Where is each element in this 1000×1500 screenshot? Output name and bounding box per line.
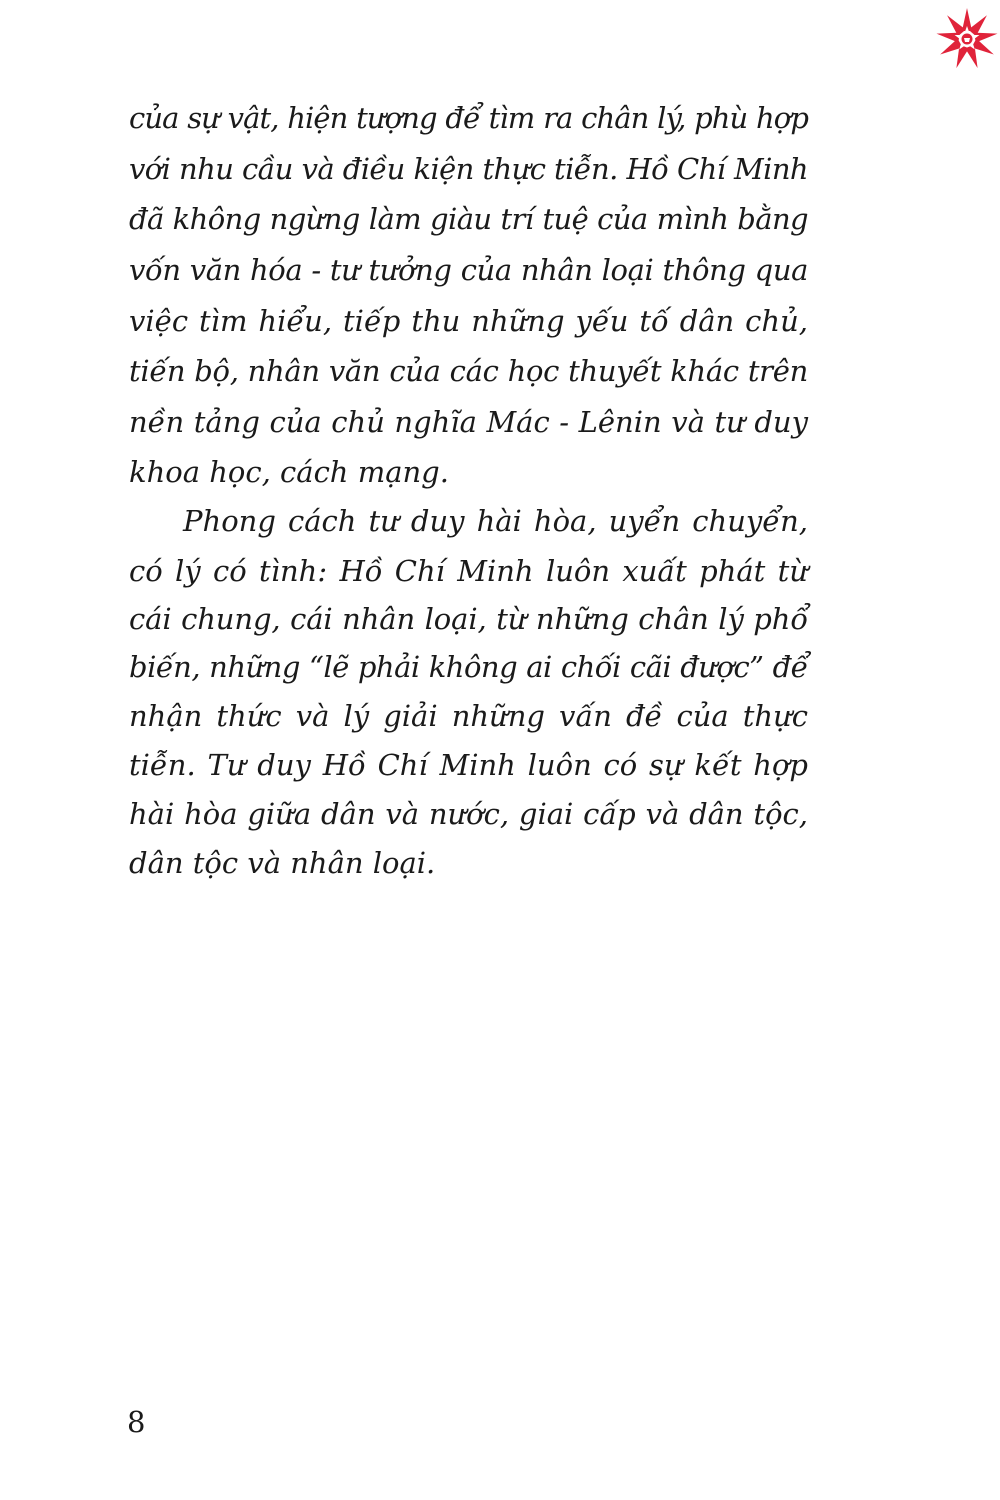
text-line: của sự vật, hiện tượng để tìm ra chân lý, phù hợp bbox=[129, 101, 808, 135]
text-line: nhận thức và lý giải những vấn đề của thực bbox=[129, 699, 808, 733]
text-line: vốn văn hóa - tư tưởng của nhân loại thông qua bbox=[129, 253, 808, 287]
text-line: tiễn. Tư duy Hồ Chí Minh luôn có sự kết hợp bbox=[129, 748, 808, 782]
text-line: Phong cách tư duy hài hòa, uyển chuyển, bbox=[183, 504, 808, 538]
text-line: tiến bộ, nhân văn của các học thuyết khác trên bbox=[129, 354, 808, 388]
page-number: 8 bbox=[127, 1405, 146, 1439]
text-line: biến, những “lẽ phải không ai chối cãi được” để bbox=[129, 650, 808, 684]
text-line: đã không ngừng làm giàu trí tuệ của mình bằng bbox=[129, 202, 808, 236]
text-line: hài hòa giữa dân và nước, giai cấp và dân tộc, bbox=[129, 797, 808, 831]
text-line: khoa học, cách mạng. bbox=[129, 455, 449, 489]
text-line: với nhu cầu và điều kiện thực tiễn. Hồ Chí Minh bbox=[129, 152, 808, 186]
text-line: nền tảng của chủ nghĩa Mác - Lênin và tư duy bbox=[129, 405, 808, 439]
text-line: việc tìm hiểu, tiếp thu những yếu tố dân chủ, bbox=[129, 304, 808, 338]
publisher-star-logo-icon bbox=[934, 6, 1000, 72]
text-line: cái chung, cái nhân loại, từ những chân lý phổ bbox=[129, 602, 808, 636]
text-line: có lý có tình: Hồ Chí Minh luôn xuất phát từ bbox=[129, 554, 808, 588]
text-line: dân tộc và nhân loại. bbox=[129, 846, 436, 880]
